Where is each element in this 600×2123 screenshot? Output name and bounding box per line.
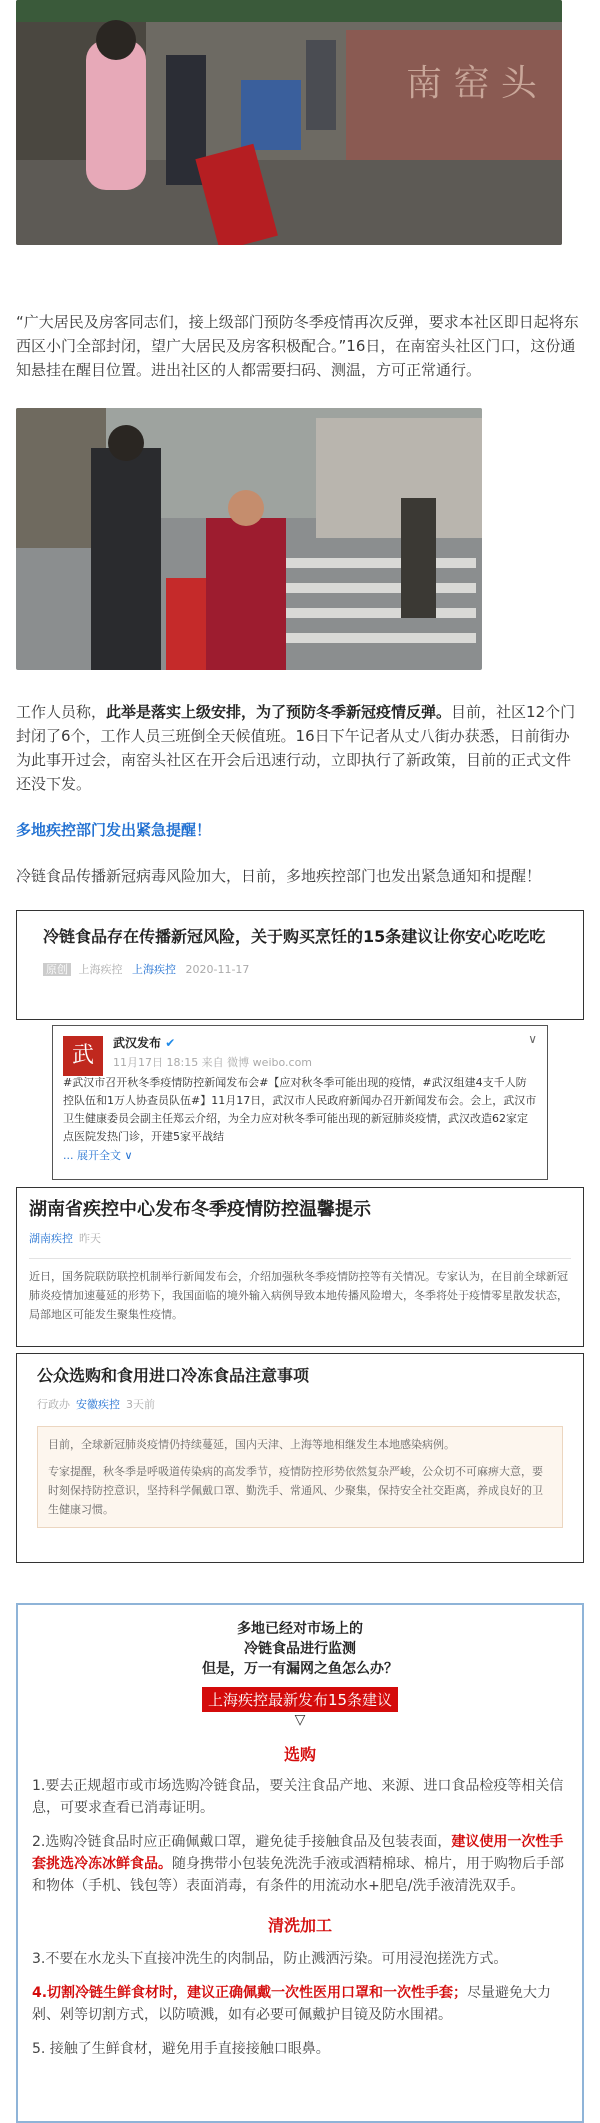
item2-lead: 2.选购冷链食品时应正确佩戴口罩，避免徒手接触食品及包装表面， (32, 1834, 452, 1850)
advice-item-2 (32, 1831, 568, 1897)
advice-item-1: 1.要去正规超市或市场选购冷链食品，要关注食品产地、来源、进口食品检疫等相关信息，可要求查看已消毒证明。 (32, 1778, 564, 1816)
advice-item-3: 3.不要在水龙头下直接冲洗生的肉制品，防止溅洒污染。可用浸泡搓洗方式。 (32, 1951, 508, 1967)
down-arrow-icon: ▽ (294, 1712, 306, 1728)
verified-icon: ✔ (165, 1036, 176, 1050)
weibo-account-name[interactable]: 武汉发布 (113, 1036, 162, 1050)
original-badge: 原创 (43, 963, 71, 976)
expand-full-link[interactable]: ... 展开全文 ∨ (63, 1149, 133, 1162)
section-cleaning: 清洗加工 (267, 1916, 332, 1935)
card2-source-link[interactable]: 湖南疾控 (29, 1232, 73, 1245)
weibo-avatar (63, 1036, 103, 1076)
paragraph-cold-chain-risk: 冷链食品传播新冠病毒风险加大，日前，多地疾控部门也发出紧急通知和提醒！ (16, 867, 542, 885)
intro-line-1: 多地已经对市场上的 (237, 1621, 363, 1637)
chevron-down-icon[interactable]: ∨ (528, 1032, 537, 1046)
section-purchase: 选购 (283, 1745, 316, 1764)
advice-item-4 (32, 1982, 568, 2026)
photo-street-notice (16, 0, 562, 245)
article-card-anhui[interactable] (16, 1353, 584, 1563)
card3-source-link[interactable]: 安徽疾控 (76, 1398, 120, 1411)
article-card-shanghai[interactable] (16, 910, 584, 1020)
weibo-time: 11月17日 18:15 来自 微博 weibo.com (113, 1056, 313, 1069)
statement-rest: 目前，社区12个门封闭了6个，工作人员三班倒全天候值班。16日下午记者从丈八街办获悉，日前街办为此事开过会，南窑头社区在开会后迅速行动，立即执行了新政策，目前的正式文件还没下发。 (16, 703, 576, 793)
item2-rest: 随身携带小包装免洗洗手液或酒精棉球、棉片，用于购物后手部和物体（手机、钱包等）表面消毒，有条件的用流动水+肥皂/洗手液清洗双手。 (32, 1856, 564, 1894)
advice-item-5: 5. 接触了生鲜食材，避免用手直接接触口眼鼻。 (32, 2041, 330, 2057)
card3-body1: 目前，全球新冠肺炎疫情仍持续蔓延，国内天津、上海等地相继发生本地感染病例。 (48, 1438, 455, 1451)
card3-body2: 专家提醒，秋冬季是呼吸道传染病的高发季节，疫情防控形势依然复杂严峻，公众切不可麻痹大意，要时刻保持防控意识，坚持科学佩戴口罩、勤洗手、常通风、少聚集，保持安全社交距离，养成良好的卫生健康习惯。 (48, 1465, 543, 1516)
item4-highlight: 4.切割冷链生鲜食材时，建议正确佩戴一次性医用口罩和一次性手套； (32, 1985, 468, 2001)
card1-source-link[interactable]: 上海疾控 (132, 963, 176, 976)
weibo-text: #武汉市召开秋冬季疫情防控新闻发布会#【应对秋冬季可能出现的疫情，#武汉组建4支千人防控队伍和1万人协查员队伍#】11月17日，武汉市人民政府新闻办召开新闻发布会。会上，武汉市卫生健康委员会副主任郑云介绍，为全力应对秋冬季可能出现的新冠肺炎疫情，武汉改造62家定点医院发热门诊，开建5家平战结 (63, 1076, 537, 1143)
paragraph-notice: “广大居民及房客同志们，接上级部门预防冬季疫情再次反弹，要求本社区即日起将东西区小门全部封闭，望广大居民及房客积极配合。”16日，在南窑头社区门口，这份通知悬挂在醒目位置。进出社区的人都需要扫码、测温，方可正常通行。 (16, 313, 579, 379)
card2-divider (29, 1258, 571, 1259)
card2-date: 昨天 (79, 1232, 101, 1245)
card1-source: 上海疾控 (78, 963, 123, 976)
photo-crosswalk-checkpoint (16, 408, 482, 670)
item4-rest: 尽量避免大力剁、剁等切割方式，以防喷溅，如有必要可佩戴护目镜及防水围裙。 (32, 1985, 552, 2023)
card1-title: 冷链食品存在传播新冠风险，关于购买烹饪的15条建议让你安心吃吃吃 (43, 927, 546, 946)
card3-title: 公众选购和食用进口冷冻食品注意事项 (37, 1366, 310, 1385)
article-card-hunan[interactable] (16, 1187, 584, 1347)
advice-band: 上海疾控最新发布15条建议 (202, 1687, 398, 1712)
heading-emergency-reminder: 多地疾控部门发出紧急提醒！ (16, 821, 212, 839)
advisory-frame (16, 1603, 584, 2123)
card3-notice-box (37, 1426, 563, 1528)
card1-date: 2020-11-17 (185, 963, 250, 976)
intro-line-2: 冷链食品进行监测 (244, 1641, 356, 1657)
weibo-post-card[interactable] (52, 1025, 548, 1180)
card2-title: 湖南省疾控中心发布冬季疫情防控温馨提示 (29, 1199, 371, 1220)
card2-body: 近日，国务院联防联控机制举行新闻发布会，介绍加强秋冬季疫情防控等有关情况。专家认为，在目前全球新冠肺炎疫情加速蔓延的形势下，我国面临的境外输入病例导致本地传播风险增大，冬季将处于疫情零星散发状态，局部地区可能发生聚集性疫情。 (29, 1270, 568, 1321)
statement-bold: 此举是落实上级安排，为了预防冬季新冠疫情反弹。 (106, 703, 452, 721)
intro-line-3: 但是，万一有漏网之鱼怎么办？ (202, 1661, 398, 1677)
svg-text:南 窑 头: 南 窑 头 (406, 63, 537, 104)
item2-highlight: 建议使用一次性手套挑选冷冻冰鲜食品。 (32, 1834, 564, 1872)
paragraph-staff-statement (16, 700, 584, 796)
card3-date: 3天前 (126, 1398, 155, 1411)
weibo-logo-text: 武 (71, 1043, 94, 1068)
card1-meta (43, 961, 557, 977)
statement-lead: 工作人员称， (16, 703, 107, 721)
card3-source0: 行政办 (37, 1398, 70, 1411)
